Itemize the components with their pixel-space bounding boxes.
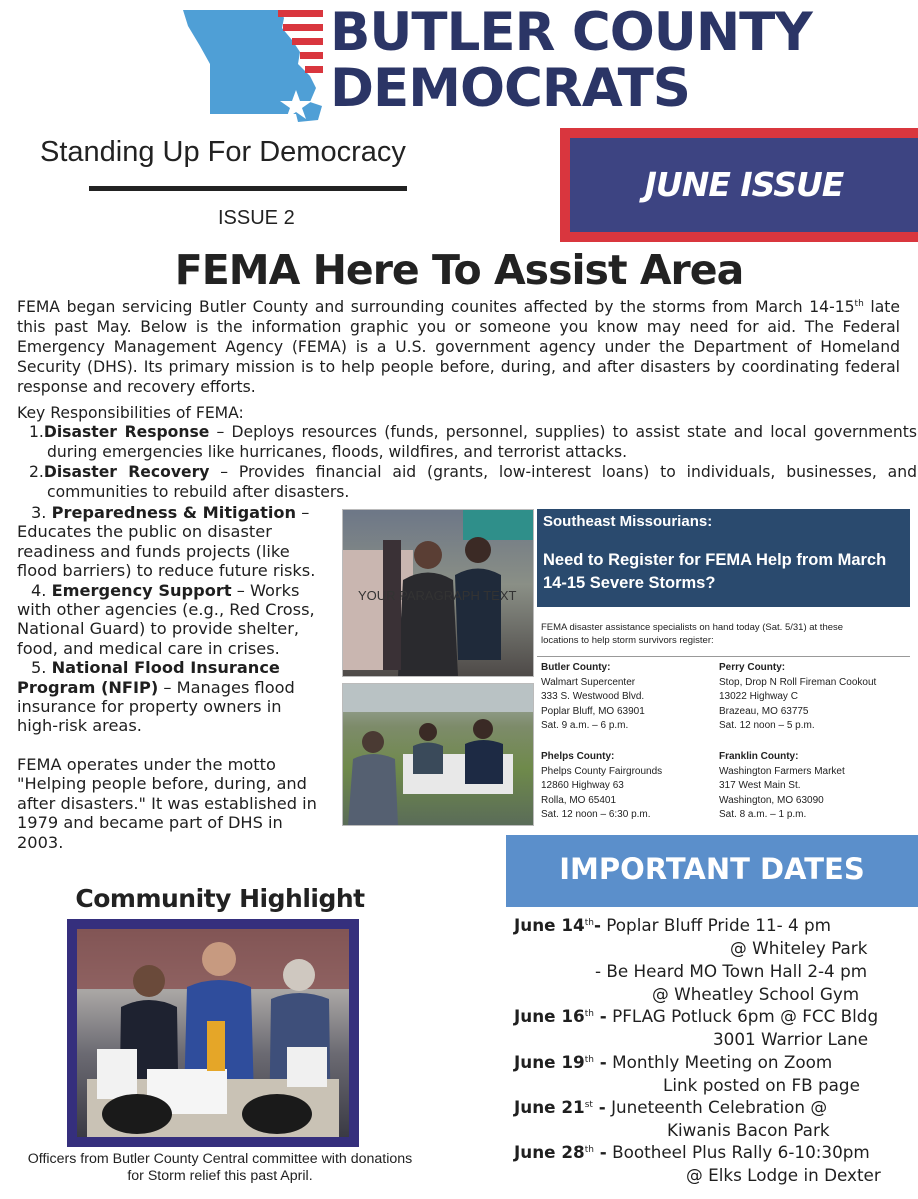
issue-banner-inner <box>570 138 918 232</box>
fema-info-graphic <box>537 509 910 829</box>
fema-graphic-banner <box>537 509 910 607</box>
community-highlight-title: Community Highlight <box>75 884 365 913</box>
date-entry-detail: @ Elks Lodge in Dexter <box>686 1165 881 1185</box>
article-left-column <box>17 503 319 852</box>
issue-banner <box>560 128 918 242</box>
responsibility-item: 1.Disaster Response – Deploys resources (funds, personnel, supplies) to assist state and local governments during emergencies like hurricanes, floods, wildfires, and terrorist attacks. <box>29 423 917 461</box>
date-entry-detail: @ Wheatley School Gym <box>652 984 860 1004</box>
tagline: Standing Up For Democracy <box>40 136 406 168</box>
fema-graphic-subheading: Need to Register for FEMA Help from March 14-15 Severe Storms? <box>543 551 887 592</box>
date-entry-detail: @ Whiteley Park <box>730 938 868 958</box>
date-entry: June 16th - PFLAG Potluck 6pm @ FCC Bldg <box>514 1006 879 1026</box>
location-block: Phelps County: Phelps County Fairgrounds 12860 Highway 63 Rolla, MO 65401 Sat. 12 noon – 6:30 p.m. <box>541 751 663 820</box>
community-photo-caption: Officers from Butler County Central committee with donations for Storm relief this past April. <box>27 1151 413 1184</box>
date-entry-detail: 3001 Warrior Lane <box>713 1029 869 1049</box>
date-entry: - Be Heard MO Town Hall 2-4 pm <box>595 961 868 981</box>
photo-people-icon <box>343 684 533 825</box>
issue-number: ISSUE 2 <box>218 207 295 229</box>
date-entry: June 21st - Juneteenth Celebration @ <box>514 1097 828 1117</box>
article-headline: FEMA Here To Assist Area <box>174 246 744 294</box>
tagline-divider <box>89 186 407 191</box>
issue-title: JUNE ISSUE <box>644 165 844 204</box>
location-block: Franklin County: Washington Farmers Market 317 West Main St. Washington, MO 63090 Sat. 8 a.m. – 1 p.m. <box>719 751 845 820</box>
date-entry: June 14th- Poplar Bluff Pride 11- 4 pm <box>514 915 832 935</box>
divider <box>537 656 910 657</box>
org-name-line2: DEMOCRATS <box>330 58 690 119</box>
date-entry-detail: Kiwanis Bacon Park <box>667 1120 830 1140</box>
community-photo-frame <box>67 919 359 1147</box>
article-intro: FEMA began servicing Butler County and surrounding counites affected by the storms from March 14-15th late this past May. Below is the information graphic you or someone you know may need for aid. The Federal Emergency Management Agency (FEMA) is a U.S. government agency under the Department of Homeland Security (DHS). Its primary mission is to help people before, during, and after disasters by coordinating federal response and recovery efforts. <box>17 298 901 396</box>
responsibility-item: 4. Emergency Support – Works with other agencies (e.g., Red Cross, National Guard) to provide shelter, food, and medical care in crises. <box>17 580 315 658</box>
org-name-line1: BUTLER COUNTY <box>330 2 812 63</box>
important-dates-title: IMPORTANT DATES <box>559 852 865 886</box>
location-block: Butler County: Walmart Supercenter 333 S. Westwood Blvd. Poplar Bluff, MO 63901 Sat. 9 a.m. – 6 p.m. <box>541 662 645 731</box>
fema-graphic-note: FEMA disaster assistance specialists on hand today (Sat. 5/31) at these locations to help storm survivors register: <box>541 622 844 646</box>
paragraph-placeholder: YOUR PARAGRAPH TEXT <box>358 588 517 603</box>
date-entry: June 28th - Bootheel Plus Rally 6-10:30pm <box>514 1142 870 1162</box>
date-entry-detail: Link posted on FB page <box>663 1075 860 1095</box>
fema-motto: FEMA operates under the motto "Helping people before, during, and after disasters." It was established in 1979 and became part of DHS in 2003. <box>17 754 317 852</box>
responsibility-item: 2.Disaster Recovery – Provides financial aid (grants, low-interest loans) to individuals, businesses, and communities to rebuild after disasters. <box>29 463 917 501</box>
responsibility-item: 5. National Flood Insurance Program (NFIP) – Manages flood insurance for property owners in high-risk areas. <box>17 658 295 736</box>
fema-outdoor-table-photo <box>342 683 534 826</box>
community-photo <box>77 929 349 1137</box>
responsibilities-title: Key Responsibilities of FEMA: <box>17 404 244 422</box>
photo-people-icon <box>77 929 349 1137</box>
important-dates-banner <box>506 835 918 907</box>
missouri-flag-map-logo <box>180 6 330 126</box>
location-block: Perry County: Stop, Drop N Roll Fireman Cookout 13022 Highway C Brazeau, MO 63775 Sat. 12 noon – 5 p.m. <box>719 662 877 731</box>
fema-graphic-heading: Southeast Missourians: <box>543 513 713 530</box>
responsibility-item: 3. Preparedness & Mitigation – Educates the public on disaster readiness and funds projects (like flood barriers) to reduce future risks. <box>17 503 316 581</box>
date-entry: June 19th - Monthly Meeting on Zoom <box>514 1052 833 1072</box>
